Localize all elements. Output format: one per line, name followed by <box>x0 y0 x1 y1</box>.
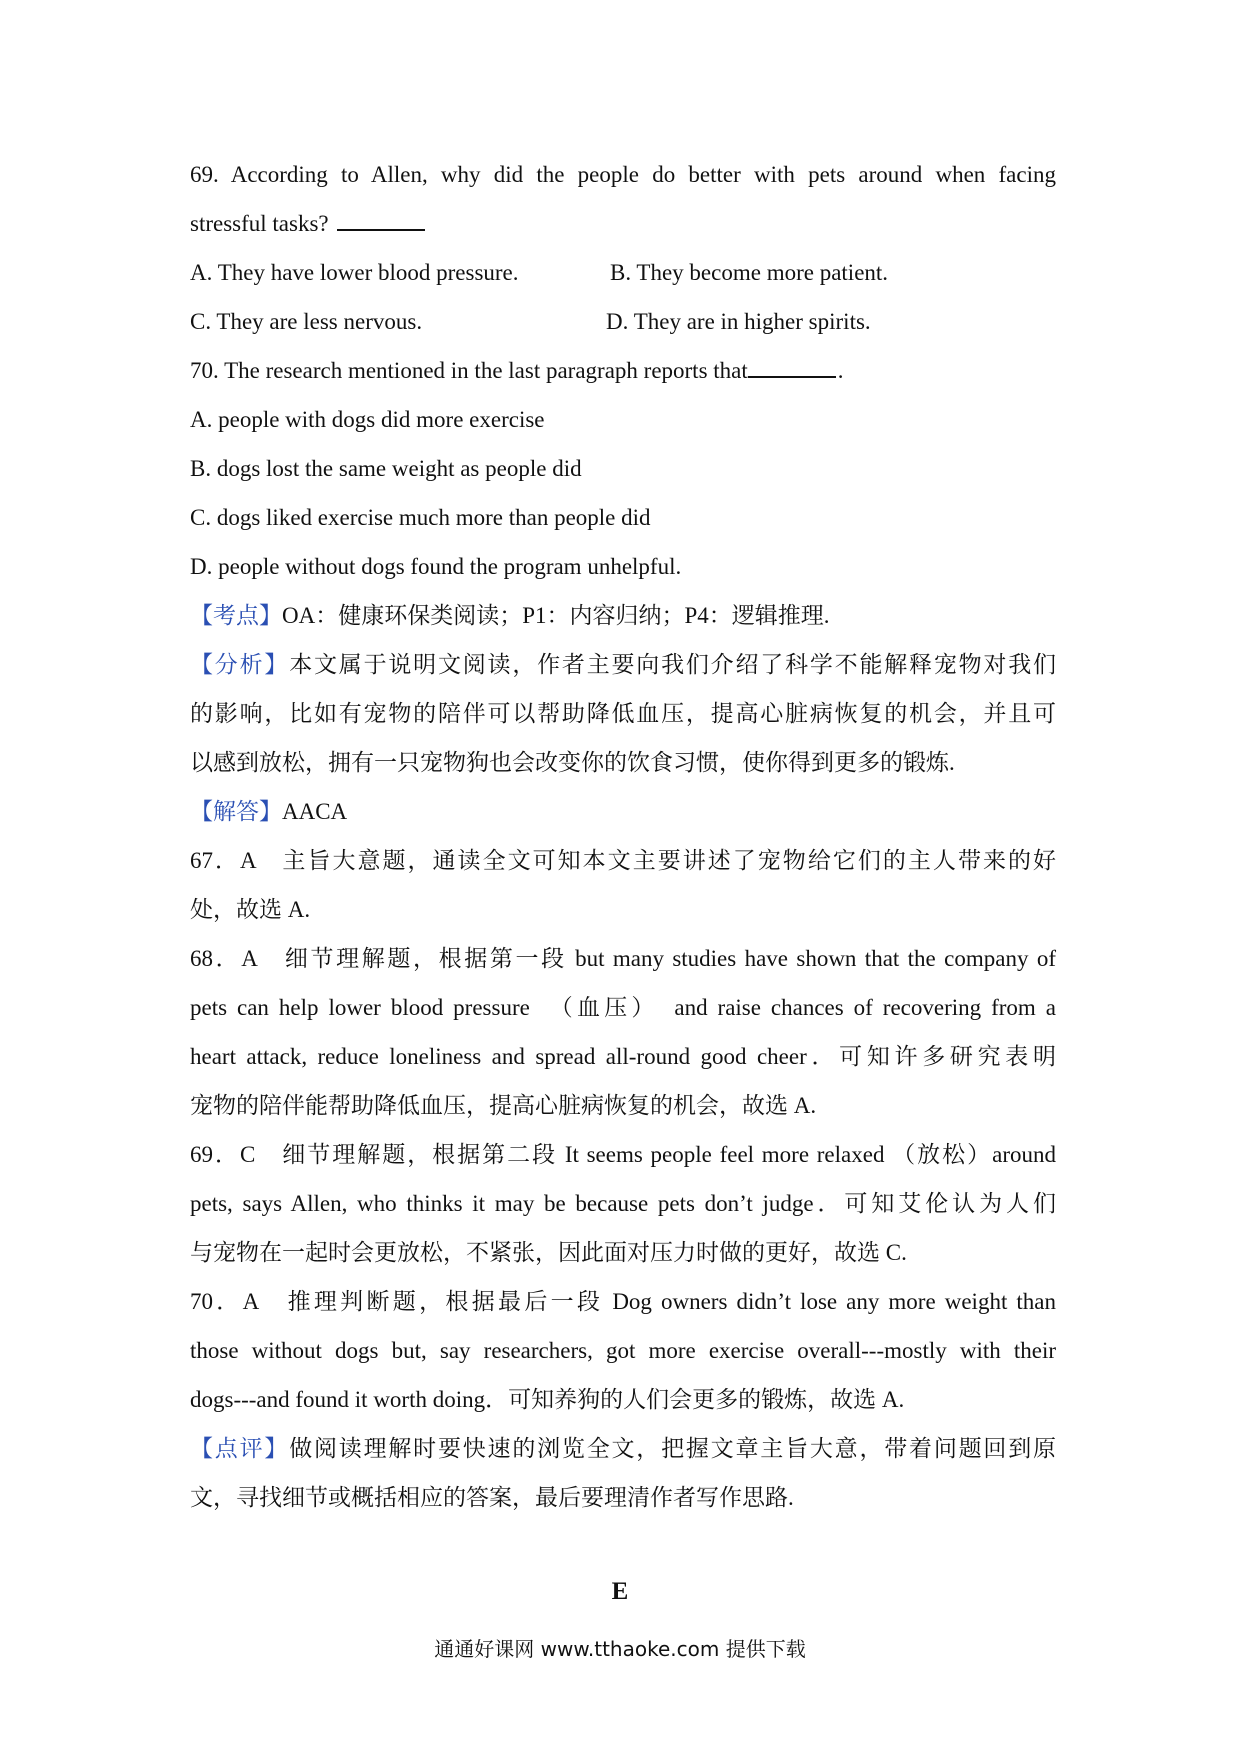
q69-option-d: D. They are in higher spirits. <box>606 309 871 334</box>
fenxi-text-1: 本文属于说明文阅读，作者主要向我们介绍了科学不能解释宠物对我们 <box>289 652 1057 677</box>
q70-option-b: B. dogs lost the same weight as people did <box>190 456 582 481</box>
kaodian-text: OA：健康环保类阅读；P1：内容归纳；P4：逻辑推理. <box>282 603 830 628</box>
q69-stem-line2 <box>190 199 1056 248</box>
answer-67-line1: 67．A 主旨大意题，通读全文可知本文主要讲述了宠物给它们的主人带来的好 <box>190 848 1056 873</box>
answer-69-line3: 与宠物在一起时会更放松，不紧张，因此面对压力时做的更好，故选 C. <box>190 1240 907 1265</box>
kaodian-tag: 【考点】 <box>190 603 282 628</box>
kaodian-line <box>190 591 1056 640</box>
dianping-tag: 【点评】 <box>190 1436 290 1461</box>
answer-68-line2: pets can help lower blood pressure （血压） and raise chances of recovering from a <box>190 995 1056 1020</box>
dianping-line1 <box>190 1424 1056 1473</box>
q69-option-b: B. They become more patient. <box>610 260 889 285</box>
answer-blank <box>748 360 836 378</box>
answer-68-line1: 68．A 细节理解题，根据第一段 but many studies have shown that the company of <box>190 946 1056 971</box>
q70-option-c: C. dogs liked exercise much more than people did <box>190 505 651 530</box>
fenxi-line2: 的影响，比如有宠物的陪伴可以帮助降低血压，提高心脏病恢复的机会，并且可 <box>190 701 1056 726</box>
fenxi-tag: 【分析】 <box>190 652 290 677</box>
dianping-line2: 文，寻找细节或概括相应的答案，最后要理清作者写作思路. <box>190 1485 794 1510</box>
q70-option-d: D. people without dogs found the program unhelpful. <box>190 554 682 579</box>
fenxi-line1 <box>190 640 1056 689</box>
answer-70-line3: dogs---and found it worth doing．可知养狗的人们会更多的锻炼，故选 A. <box>190 1387 905 1412</box>
answer-68-line3: heart attack, reduce loneliness and spread all-round good cheer．可知许多研究表明 <box>190 1044 1056 1069</box>
q69-stem-text: stressful tasks? <box>190 211 329 236</box>
page-footer: 通通好课网 www.tthaoke.com 提供下载 <box>434 1637 806 1661</box>
answer-69-line2: pets, says Allen, who thinks it may be because pets don’t judge．可知艾伦认为人们 <box>190 1191 1056 1216</box>
section-title: E <box>611 1578 629 1605</box>
answer-67-line2: 处，故选 A. <box>190 897 311 922</box>
q70-stem <box>190 346 1056 395</box>
answer-70-line1: 70．A 推理判断题，根据最后一段 Dog owners didn’t lose any more weight than <box>190 1289 1056 1314</box>
jieda-line <box>190 787 1056 836</box>
q70-stem-end: . <box>837 358 844 383</box>
answer-69-line1: 69．C 细节理解题，根据第二段 It seems people feel more relaxed （放松）around <box>190 1142 1056 1167</box>
answer-blank <box>337 213 425 231</box>
dianping-text-1: 做阅读理解时要快速的浏览全文，把握文章主旨大意，带着问题回到原 <box>289 1436 1057 1461</box>
jieda-tag: 【解答】 <box>190 799 282 824</box>
answer-68-line4: 宠物的陪伴能帮助降低血压，提高心脏病恢复的机会，故选 A. <box>190 1093 817 1118</box>
q69-stem-line1: 69. According to Allen, why did the people do better with pets around when facing <box>190 162 1056 187</box>
jieda-text: AACA <box>282 799 348 824</box>
answer-70-line2: those without dogs but, say researchers, got more exercise overall---mostly with their <box>190 1338 1056 1363</box>
q70-option-a: A. people with dogs did more exercise <box>190 407 545 432</box>
document-body <box>190 150 1056 1522</box>
fenxi-line3: 以感到放松，拥有一只宠物狗也会改变你的饮食习惯，使你得到更多的锻炼. <box>190 750 955 775</box>
q69-option-c: C. They are less nervous. <box>190 309 423 334</box>
q70-stem-text: 70. The research mentioned in the last paragraph reports that <box>190 358 748 383</box>
q69-option-a: A. They have lower blood pressure. <box>190 260 519 285</box>
q69-options-ab <box>190 248 1056 297</box>
q69-options-cd <box>190 297 1056 346</box>
